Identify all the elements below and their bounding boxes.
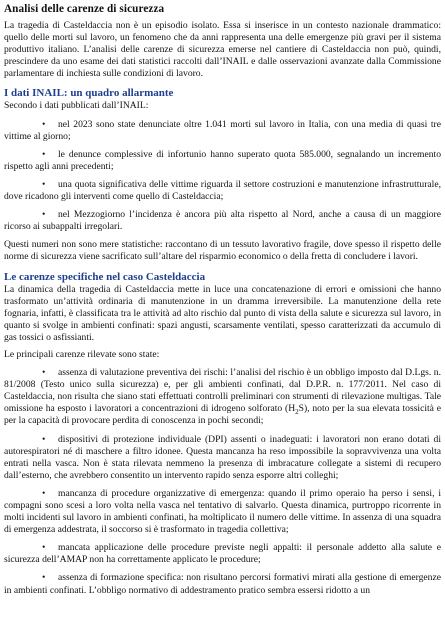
intro-paragraph: La tragedia di Casteldaccia non è un episodio isolato. Essa si inserisce in un contesto nazionale drammatico: quello delle morti sul lavoro, un fenomeno che da anni rappresenta una delle emergenze più gravi per il sistema produttivo italiano. L’analisi delle carenze di sicurezza emerse nel cantiere di Casteldaccia non può, quindi, prescindere da uno esame dei dati statistici raccolti dall’INAIL e dalle osservazioni avanzate dalla Commissione parlamentare di inchiesta sulle condizioni di lavoro. — [4, 20, 441, 80]
section-heading-inail: I dati INAIL: un quadro allarmante — [4, 87, 174, 100]
bullet-item — [4, 572, 441, 596]
bullet-item — [4, 209, 441, 233]
bullet-text: mancata applicazione delle procedure previste negli appalti: il personale addetto alla salute e sicurezza dell’AMAP non ha correttamente applicato le procedure; — [4, 542, 441, 566]
bullet-text: S), noto per la sua elevata tossicità e per la capacità di provocare perdita di conoscenza in pochi secondi; — [4, 403, 441, 427]
bullet-item — [4, 434, 441, 482]
bullet-item — [4, 179, 441, 203]
bullet-marker: • — [42, 542, 46, 554]
section-lead: Le principali carenze rilevate sono state: — [4, 348, 160, 360]
bullet-marker: • — [42, 209, 46, 221]
section-intro-paragraph: La dinamica della tragedia di Casteldaccia mette in luce una concatenazione di errori e omissioni che hanno trasformato un’attività ordinaria di manutenzione in un dramma irreversibile. La manutenzione della rete fognaria, infatti, è classificata tra le attività ad alto rischio dal punto di vista della salute e sicurezza sul lavoro, in quanto si svolge in ambienti confinati: spazi angusti, scarsamente ventilati, spesso caratterizzati da accumulo di gas tossici o asfissianti. — [4, 283, 441, 343]
bullet-text: assenza di valutazione preventiva dei rischi: l’analisi del rischio è un obbligo imposto dal D.Lgs. n. 81/2008 (Testo unico sulla sicurezza) e, per gli ambienti confinati, dal D.P.R. n. 177/2011. Nel caso di Casteldaccia, non risulta che siano stati effettuati controlli preliminari con strumenti di rilevazione multigas. Tale omissione ha esposto i lavoratori a concentrazioni di idrogeno solforato (H — [4, 367, 441, 415]
section-heading-casteldaccia: Le carenze specifiche nel caso Casteldaccia — [4, 270, 206, 283]
bullet-text: una quota significativa delle vittime riguarda il settore costruzioni e manutenzione infrastrutturale, dove ricadono gli interventi come quello di Casteldaccia; — [4, 178, 441, 203]
bullet-text: dispositivi di protezione individuale (DPI) assenti o inadeguati: i lavoratori non erano dotati di autorespiratori né di maschere a filtro idonee. Questa mancanza ha reso impossibile la sopravvivenza una volta entrati nella vasca. Non è stata rilevata nemmeno la presenza di imbracature collegate a sistemi di recupero dall’esterno, che avrebbero consentito un intervento rapido senza esporre altri colleghi; — [4, 433, 441, 481]
bullet-item — [4, 119, 441, 143]
bullet-text: le denunce complessive di infortunio hanno superato quota 585.000, segnalando un incremento rispetto agli anni precedenti; — [4, 148, 441, 172]
bullet-item — [4, 367, 441, 427]
document-title: Analisi delle carenze di sicurezza — [4, 3, 165, 15]
bullet-marker: • — [42, 433, 46, 445]
bullet-marker: • — [42, 572, 46, 584]
bullet-marker: • — [42, 178, 46, 190]
bullet-text: assenza di formazione specifica: non risultano percorsi formativi mirati alla gestione di emergenze in ambienti confinati. L’obbligo normativo di addestramento pratico sembra essersi ridotto a un — [4, 572, 441, 596]
bullet-item — [4, 542, 441, 566]
bullet-marker: • — [42, 487, 46, 499]
bullet-text: mancanza di procedure organizzative di emergenza: quando il primo operaio ha perso i sensi, i compagni sono scesi a loro volta nella vasca nel tentativo di salvarlo. Questa dinamica, purtroppo ricorrente in molti incidenti sul lavoro in ambienti confinati, ha moltiplicato il numero delle vittime. In assenza di una squadra di emergenza addestrata, il soccorso si è trasformato in tragedia collettiva; — [4, 487, 441, 536]
bullet-marker: • — [42, 118, 46, 130]
bullet-item — [4, 488, 441, 536]
section-lead: Secondo i dati pubblicati dall’INAIL: — [4, 100, 149, 112]
bullet-marker: • — [42, 367, 46, 379]
bullet-marker: • — [42, 148, 46, 160]
bullet-text: nel 2023 sono state denunciate oltre 1.041 morti sul lavoro in Italia, con una media di quasi tre vittime al giorno; — [4, 118, 441, 142]
section-closing-paragraph: Questi numeri non sono mere statistiche: raccontano di un tessuto lavorativo fragile, dove spesso il rispetto delle norme di sicurezza viene sacrificato sull’altare del risparmio economico o della fretta di concludere i lavori. — [4, 239, 441, 263]
bullet-item — [4, 149, 441, 173]
bullet-text: nel Mezzogiorno l’incidenza è ancora più alta rispetto al Nord, anche a causa di un maggiore ricorso ai subappalti irregolari. — [4, 209, 441, 233]
subscript: 2 — [295, 408, 299, 417]
